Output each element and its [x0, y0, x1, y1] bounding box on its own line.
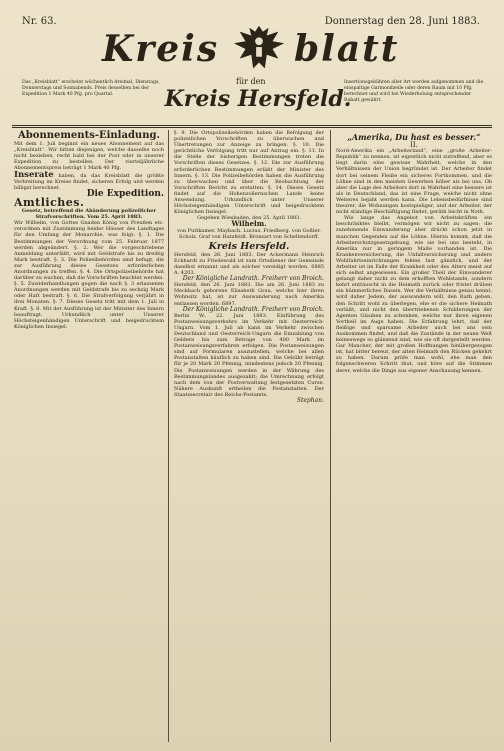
official-heading: Amtliches. [14, 195, 85, 209]
district-heading: Kreis Hersfeld. [208, 240, 290, 252]
law-place-date: Gegeben Wiesbaden, den 25. April 1883. [197, 215, 301, 222]
law-signature: Wilhelm. [231, 219, 267, 229]
title-blatt: blatt [294, 28, 400, 70]
subscription-info: Das „Kreisblatt“ erscheint wöchentlich dreimal, Dienstags, Donnerstags und Sonnabends. Preis desselben bei der Expedition 1 Mark 40 Pfg. pro Quartal. [22, 80, 160, 97]
masthead [18, 8, 488, 126]
column-divider [330, 130, 331, 742]
issue-date: Donnerstag den 28. Juni 1883. [324, 16, 480, 27]
subscription-heading: Abonnements-Einladung. [18, 130, 160, 141]
notice-2-signature: Der Königliche Landrath. Freiherr von Broich. [182, 305, 324, 313]
article-paragraph-2: Wie lange das Angebot von Arbeitskräften ein beschränktes bleibt, vermögen wir nicht zu sagen; die zunehmende Einwanderung aber drückt schon jetzt in manchen Gegenden auf die Löhne. Hierzu kommt, daß die Arbeiterschutzgesetzgebung, wie sie bei uns besteht, in Amerika nur in geringem Maße vorhanden ist. Die Krankenversicherung, die Unfallversicherung und andere Wohlfahrtseinrichtungen fehlen fast gänzlich, und der Arbeiter ist im Falle der Krankheit oder des Alters meist auf sich selbst angewiesen. Ein großer Theil der Einwanderer gelangt daher nicht zu dem erhofften Wohlstande, sondern kehrt enttäuscht in die Heimath zurück oder fristet drüben ein kümmerliches Dasein. Wer die Verhältnisse genau kennt, wird daher Jedem, der auswandern will, den Rath geben, den Schritt wohl zu überlegen, ehe er die sichere Heimath verläßt, und nicht den übertriebenen Schilderungen der Agenten Glauben zu schenken, welche nur ihren eigenen Vortheil im Auge haben. Die Erfahrung lehrt, daß der fleißige und sparsame Arbeiter auch bei uns sein Auskommen findet, und daß die Zustände in der neuen Welt keineswegs so glänzend sind, wie sie oft dargestellt werden. Gar Mancher, der mit großen Hoffnungen hinübergezogen ist, hat bitter bereut, der alten Heimath den Rücken gekehrt zu haben. Darum prüfe man wohl, ehe man den folgenschweren Schritt thut, und höre auf die Stimmen derer, welche die Dinge aus eigener Anschauung kennen. [336, 215, 492, 374]
eagle-emblem-icon [230, 20, 288, 78]
law-ministers: von Puttkamer. Maybach. Lucius. Friedberg. von Goßler. Scholz. Graf von Hatzfeldt. Bronsart von Schellendorff. [177, 227, 321, 240]
notice-1-signature: Der Königliche Landrath. Freiherr von Broich. [182, 275, 324, 283]
column-2 [174, 130, 324, 745]
article-paragraph-1: Nord-Amerika ein „Arbeiterland“, eine „große Arbeiter-Republik“ zu nennen, ist eigentlich nicht zutreffend, aber es liegt darin eine gewisse Wahrheit, welche in den Verhältnissen der Union begründet ist. Der Arbeiter findet dort bei seinem Fleiße ein sicheres Fortkommen, und die Löhne sind in den meisten Gewerben höher als bei uns. Ob aber die Lage des Arbeiters dort in Wahrheit eine bessere ist als in Deutschland, das ist eine Frage, welche nicht ohne Weiteres bejaht werden kann. Die Lebensbedürfnisse sind theurer, die Wohnungen kostspieliger, und der Arbeiter, der nicht ständige Beschäftigung findet, geräth leicht in Noth. [336, 148, 492, 216]
inserate-label: Inserate [14, 169, 54, 180]
article-section: II. [410, 141, 418, 150]
law-text-continued: §. 9. Die Ortspolizeibehörden haben die Befolgung der polizeilichen Vorschriften zu überwachen und Übertretungen zur Anzeige zu bringen. §. 10. Die gerichtliche Verfolgung tritt nur auf Antrag ein. §. 11. In die Stelle der bisherigen Bestimmungen treten die Vorschriften dieses Gesetzes. §. 12. Die zur Ausführung erforderlichen Bestimmungen erläßt der Minister des Innern. §. 13. Die Polizeibehörden haben die Ausführung zu überwachen und über die Beobachtung der Vorschriften Bericht zu erstatten. §. 14. Dieses Gesetz findet auf die Hohenzollernschen Lande keine Anwendung. Urkundlich unter Unserer Höchsteigenhändigen Unterschrift und beigedrucktem Königlichen Insiegel. [174, 130, 324, 216]
notice-1: Hersfeld, den 26. Juni 1883. Der Ackermann Heinrich Eckhardt zu Friedewald ist zum Ortsdiener der Gemeinde daselbst ernannt und als solcher vereidigt worden. 6885 A. 4203. [174, 251, 324, 277]
expedition-signature: Die Expedition. [86, 188, 164, 199]
law-text: Wir Wilhelm, von Gottes Gnaden König von Preußen etc. verordnen mit Zustimmung beider Häuser des Landtages für den Umfang der Monarchie, was folgt: §. 1. Die Bestimmungen der Verordnung vom 25. Februar 1877 werden abgeändert. §. 2. Wer die vorgeschriebene Anmeldung unterläßt, wird mit Geldstrafe bis zu dreißig Mark bestraft. §. 3. Die Polizeibehörden sind befugt, die zur Ausführung dieses Gesetzes erforderlichen Anordnungen zu treffen. §. 4. Die Ortspolizeibehörde hat darüber zu wachen, daß die Vorschriften beachtet werden. §. 5. Zuwiderhandlungen gegen die nach §. 3 erlassenen Anordnungen werden mit Geldstrafe bis zu sechzig Mark oder Haft bestraft. §. 6. Die Strafverfolgung verjährt in drei Monaten. §. 7. Dieses Gesetz tritt mit dem 1. Juli in Kraft. §. 8. Mit der Ausführung ist der Minister des Innern beauftragt. Urkundlich unter Unserer Höchsteigenhändigen Unterschrift und beigedrucktem Königlichen Insiegel. [14, 220, 164, 330]
law-title: Gesetz, betreffend die Abänderung polizeilicher Strafvorschriften. Vom 25. April 1883. [21, 208, 157, 221]
notice-3: Berlin W., 22. Juni 1883. Einführung des Postanweisungsverkehrs im Verkehr mit Oesterreich-Ungarn. Vom 1. Juli ab kann im Verkehr zwischen Deutschland und Oesterreich-Ungarn die Einzahlung von Geldern bis zum Betrage von 400 Mark im Postanweisungsverfahren erfolgen. Die Postanweisungen sind auf Formularen auszustellen, welche bei allen Postanstalten käuflich zu haben sind. Die Gebühr beträgt für je 20 Mark 20 Pfennig, mindestens jedoch 20 Pfennig. Die Postanweisungen werden in der Währung des Bestimmungslandes ausgezahlt; die Umrechnung erfolgt nach dem von der Postverwaltung festgesetzten Curse. Nähere Auskunft ertheilen die Postanstalten. Der Staatssecretair des Reichs-Postamts. [174, 312, 324, 398]
issue-number: Nr. 63. [22, 16, 57, 27]
notice-2: Hersfeld, den 26. Juni 1883. Die am 26. Juni 1883 zu Meckbach geborene Elisabeth Grau, welche hier ihren Wohnsitz hat, ist zur Auswanderung nach Amerika entlassen worden. 6897. [174, 282, 324, 307]
column-1 [14, 130, 164, 745]
district-name: Kreis Hersfeld. [164, 86, 352, 112]
masthead-rule-2 [12, 127, 492, 128]
inserate-text: haben, da das Kreisblatt die größte Verbreitung im Kreise findet, sicheren Erfolg und werden billigst berechnet. [14, 172, 164, 191]
column-3 [336, 130, 492, 745]
column-divider [168, 130, 169, 742]
masthead-rule [12, 125, 492, 126]
article-heading: „Amerika, Du hast es besser.“ [347, 132, 481, 142]
title-kreis: Kreis [102, 28, 220, 70]
subscription-text: Mit dem 1. Juli beginnt ein neues Abonnement auf das „Kreisblatt“. Wir bitten diejenigen, welche dasselbe noch nicht beziehen, recht bald bei der Post oder in unserer Expedition zu bestellen. Der vierteljährliche Abonnementspreis beträgt 1 Mark 40 Pfg. [14, 141, 164, 172]
insertion-info: Insertionsgebühren aller Art werden aufgenommen und die einspaltige Garmondzeile oder deren Raum mit 10 Pfg. berechnet und wird bei Wiederholung entsprechender Rabatt gewährt. [344, 80, 484, 103]
notice-3-signature: Stephan. [296, 397, 324, 405]
title-fuer: für den [236, 77, 266, 86]
